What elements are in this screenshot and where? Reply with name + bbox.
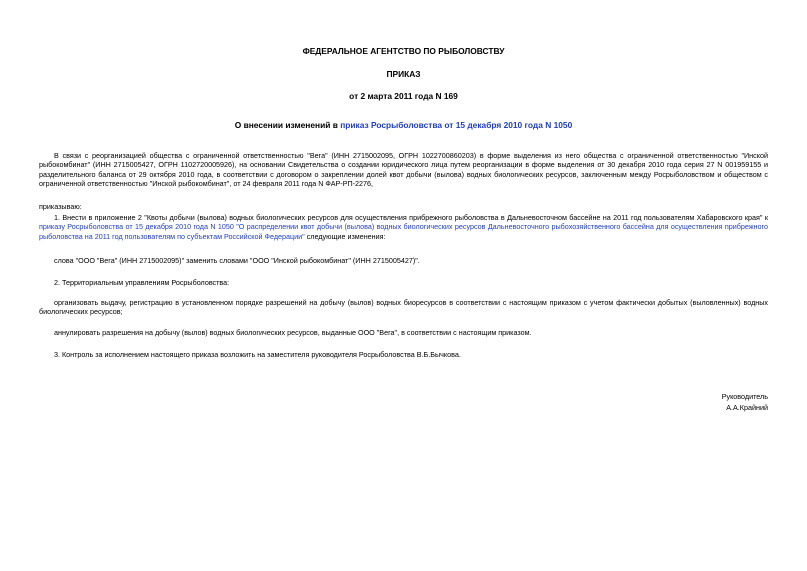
item-1-text: 1. Внести в приложение 2 "Квоты добычи (вылова) водных биологических ресурсов для осуществления прибрежного рыболовства в Дальневосточном бассейне на 2011 год пользователям Хабаровского края" к [54, 213, 768, 222]
preamble-paragraph: В связи с реорганизацией общества с ограниченной ответственностью "Вега" (ИНН 2715002095, ОГРН 1022700860203) в форме выделения из него общества с ограниченной ответственностью "Инской рыбокомбинат" (ИНН 2715005427, ОГРН 1102720005926), на основании Свидетельства о создании юридического лица путем реорганизации в форме выделения от 30 декабря 2010 года серия 27 N 001959155 и разделительного баланса от 29 октября 2010 года, в соответствии с договором о закреплении долей квот добычи (вылова) водных биологических ресурсов, заключенным между Росрыболовством и обществом с ограниченной ответственностью "Инской рыбокомбинат", от 24 февраля 2011 года N ФАР-РП-2276, [39, 151, 768, 188]
subject-prefix: О внесении изменений в [234, 120, 341, 130]
annul-paragraph: аннулировать разрешения на добычу (вылов) водных биологических ресурсов, выданные ООО "Вега", в соответствии с настоящим приказом. [54, 328, 532, 337]
signature-name: А.А.Крайний [726, 403, 768, 412]
organize-paragraph: организовать выдачу, регистрацию в установленном порядке разрешений на добычу (вылов) водных биоресурсов в соответствии с настоящим приказом с учетом фактически добытых (выловленных) водных биологических ресурсов; [39, 298, 768, 317]
words-change-paragraph: слова "ООО "Вега" (ИНН 2715002095)" заменить словами "ООО "Инской рыбокомбинат" (ИНН 2715005427)". [54, 256, 420, 265]
document-date-number: от 2 марта 2011 года N 169 [349, 91, 458, 101]
document-type: ПРИКАЗ [386, 69, 421, 79]
item-2-paragraph: 2. Территориальным управлениям Росрыболовства: [54, 278, 230, 287]
document-subject [0, 121, 807, 130]
item-1-tail: следующие изменения: [304, 231, 386, 241]
signature-position: Руководитель [721, 392, 768, 401]
item-1-paragraph [39, 213, 768, 241]
agency-title: ФЕДЕРАЛЬНОЕ АГЕНТСТВО ПО РЫБОЛОВСТВУ [302, 46, 505, 56]
item-1-order-link[interactable]: приказу Росрыболовства от 15 декабря 2010 года N 1050 "О распределении квот добычи (вылова) водных биологических ресурсов Дальневосточного рыбохозяйственного бассейна для осуществления прибрежного рыболовства на 2011 год пользователям по субъектам Российской Федерации" [39, 222, 768, 241]
item-3-paragraph: 3. Контроль за исполнением настоящего приказа возложить на заместителя руководителя Росрыболовства В.Б.Бычкова. [54, 350, 461, 359]
order-word: приказываю: [39, 202, 82, 211]
subject-link[interactable]: приказ Росрыболовства от 15 декабря 2010 года N 1050 [340, 120, 573, 130]
